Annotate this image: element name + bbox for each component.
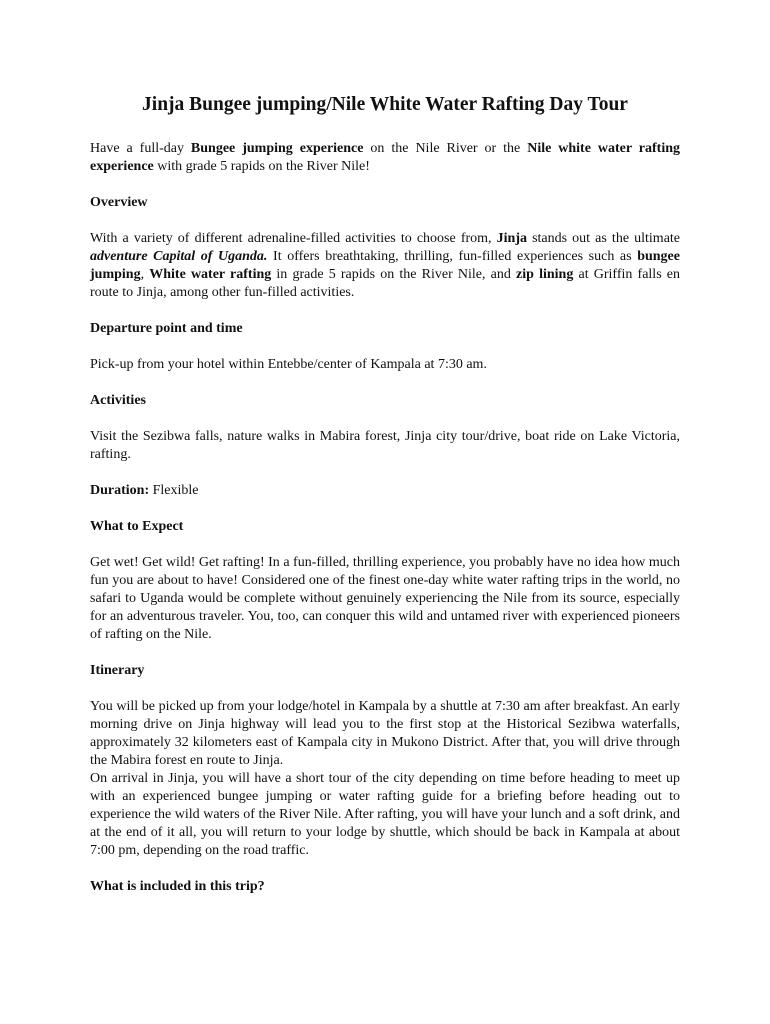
expect-paragraph: Get wet! Get wild! Get rafting! In a fun-filled, thrilling experience, you probably have no idea how much fun you are about to have! Considered one of the finest one-day white water rafting trips in the world, no safari to Uganda would be complete without genuinely experiencing the Nile from its source, especially for an adventurous traveler. You, too, can conquer this wild and untamed river with experienced pioneers of rafting on the Nile.: [90, 555, 680, 642]
expect-heading: What to Expect: [90, 519, 184, 534]
duration-value: Flexible: [149, 483, 199, 498]
intro-paragraph: [90, 140, 680, 176]
duration-line: [90, 482, 680, 500]
itinerary-paragraph-1: You will be picked up from your lodge/hotel in Kampala by a shuttle at 7:30 am after breakfast. An early morning drive on Jinja highway will lead you to the first stop at the Historical Sezibwa waterfalls, approximately 32 kilometers east of Kampala city in Mukono District. After that, you will drive through the Mabira forest en route to Jinja.: [90, 699, 680, 768]
overview-paragraph: [90, 230, 680, 302]
overview-text-1: With a variety of different adrenaline-filled activities to choose from,: [90, 231, 497, 246]
itinerary-heading: Itinerary: [90, 663, 145, 678]
departure-heading: Departure point and time: [90, 321, 243, 336]
intro-text-2: on the Nile River or the: [363, 141, 528, 156]
activities-paragraph: Visit the Sezibwa falls, nature walks in Mabira forest, Jinja city tour/drive, boat ride on Lake Victoria, rafting.: [90, 429, 680, 462]
overview-heading: Overview: [90, 195, 148, 210]
page-title: Jinja Bungee jumping/Nile White Water Rafting Day Tour: [142, 94, 628, 115]
overview-text-4: ,: [140, 267, 150, 282]
overview-text-6: at Griffin falls en route to Jinja, among other fun-filled activities.: [90, 267, 681, 300]
overview-text-5: in grade 5 rapids on the River Nile, and: [271, 267, 517, 282]
overview-text-3: It offers breathtaking, thrilling, fun-filled experiences such as: [267, 249, 638, 264]
overview-text-2: stands out as the ultimate: [526, 231, 681, 246]
document-body: [90, 92, 680, 896]
overview-bold-zip: zip lining: [516, 267, 574, 282]
departure-paragraph: Pick-up from your hotel within Entebbe/center of Kampala at 7:30 am.: [90, 357, 487, 372]
overview-bold-jinja: Jinja: [496, 231, 527, 246]
included-heading: What is included in this trip?: [90, 879, 265, 894]
intro-bold-rafting: Nile white water rafting experience: [90, 141, 680, 174]
intro-text-1: Have a full-day: [90, 141, 191, 156]
overview-bold-rafting: White water rafting: [149, 267, 272, 282]
activities-heading: Activities: [90, 393, 146, 408]
intro-text-3: with grade 5 rapids on the River Nile!: [153, 159, 370, 174]
overview-bold-italic-capital: adventure Capital of Uganda.: [90, 249, 268, 264]
duration-label: Duration:: [90, 483, 150, 498]
intro-bold-bungee: Bungee jumping experience: [190, 141, 364, 156]
overview-bold-bungee: bungee jumping: [90, 249, 680, 282]
itinerary-paragraph-2: On arrival in Jinja, you will have a short tour of the city depending on time before heading to meet up with an experienced bungee jumping or water rafting guide for a briefing before heading out to experience the wild waters of the River Nile. After rafting, you will have your lunch and a soft drink, and at the end of it all, you will return to your lodge by shuttle, which should be back in Kampala at about 7:00 pm, depending on the road traffic.: [90, 771, 680, 858]
